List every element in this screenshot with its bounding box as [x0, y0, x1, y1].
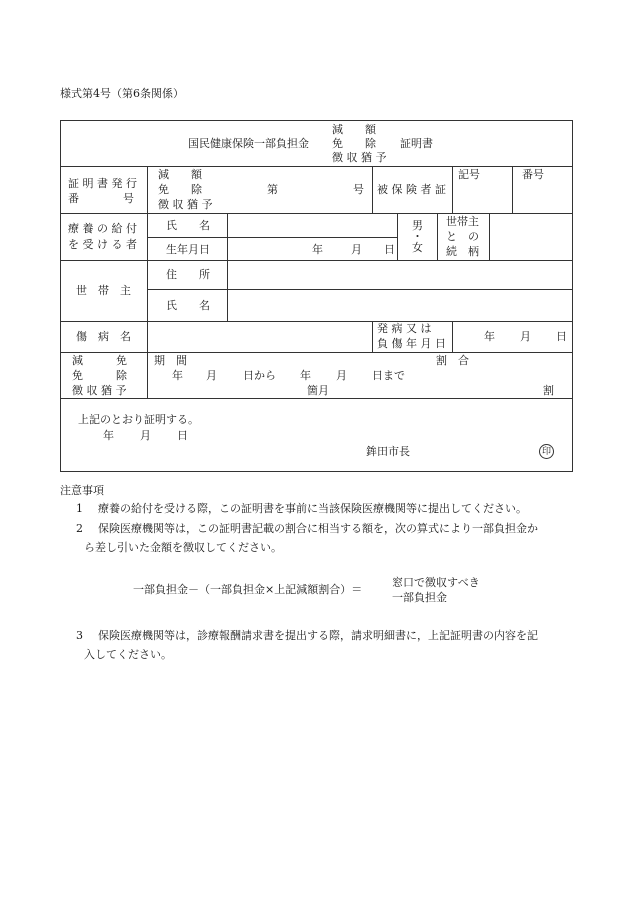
householder-address-label: 住 所: [166, 268, 210, 281]
note-2-text-1: 保険医療機関等は，この証明書記載の割合に相当する額を，次の算式により一部負担金か: [98, 522, 538, 535]
insured-symbol-label: 記号: [458, 168, 480, 181]
formula-right-2: 一部負担金: [392, 591, 447, 604]
ratio-wari: 割: [543, 384, 554, 397]
col-divider: [227, 213, 228, 321]
formula-right-1: 窓口で徴収すべき: [392, 576, 480, 589]
proof-day: 日: [177, 429, 188, 442]
period-months: 箇月: [307, 384, 329, 397]
cert-type-reduction: 減 額: [158, 168, 202, 181]
cert-type-exemption: 免 除: [158, 183, 202, 196]
onset-label-2: 負 傷 年 月 日: [377, 337, 446, 350]
row-divider: [60, 213, 573, 214]
cert-dai: 第: [267, 183, 278, 196]
col-divider: [489, 213, 490, 260]
title-exemption: 免 除: [332, 137, 376, 150]
col-divider: [147, 166, 148, 398]
note-3-text-1: 保険医療機関等は，診療報酬請求書を提出する際，請求明細書に，上記証明書の内容を記: [98, 629, 538, 642]
birth-year: 年: [312, 243, 323, 256]
col-divider: [372, 321, 373, 352]
recipient-label: 療 養 の 給 付: [68, 222, 137, 235]
cert-number-label-2: 番 号: [68, 192, 134, 205]
reduction-label-2: 免 除: [72, 369, 127, 382]
row-divider: [60, 352, 573, 353]
insured-number-label: 番号: [522, 168, 544, 181]
col-divider: [372, 166, 373, 213]
birth-day: 日: [384, 243, 395, 256]
cert-go: 号: [353, 183, 364, 196]
onset-label-1: 発 病 又 は: [377, 322, 432, 335]
recipient-label-2: を 受 け る 者: [68, 238, 137, 251]
col-divider: [437, 213, 438, 260]
note-3-text-2: 入してください。: [84, 648, 172, 661]
birth-month: 月: [351, 243, 362, 256]
col-divider: [397, 213, 398, 260]
notes-heading: 注意事項: [60, 484, 104, 497]
householder-name-label: 氏 名: [166, 299, 210, 312]
relationship-label-3: 続 柄: [446, 245, 479, 258]
note-1-number: 1: [76, 502, 83, 515]
note-3-number: 3: [76, 629, 83, 642]
row-divider: [60, 260, 573, 261]
row-divider: [60, 321, 573, 322]
col-divider: [512, 166, 513, 213]
cert-number-label: 証 明 書 発 行: [68, 177, 137, 190]
col-divider: [452, 321, 453, 352]
period-from-month: 月: [206, 369, 217, 382]
proof-statement: 上記のとおり証明する。: [78, 413, 199, 426]
note-2-text-2: ら差し引いた金額を徴収してください。: [84, 541, 282, 554]
period-from: 日から: [243, 369, 276, 382]
sex-male: 男: [412, 219, 423, 232]
relationship-label-2: と の: [446, 230, 479, 243]
period-until-year: 年: [300, 369, 311, 382]
period-until-month: 月: [336, 369, 347, 382]
proof-month: 月: [140, 429, 151, 442]
row-divider: [147, 289, 573, 290]
period-until: 日まで: [372, 369, 405, 382]
title-reduction: 減 額: [332, 123, 376, 136]
cert-type-deferral: 徴 収 猶 予: [158, 198, 213, 211]
onset-year: 年: [484, 330, 495, 343]
seal-mark: 印: [539, 444, 554, 459]
title-prefix: 国民健康保険一部負担金: [188, 137, 309, 150]
period-label: 期 間: [154, 354, 187, 367]
onset-day: 日: [556, 330, 567, 343]
relationship-label-1: 世帯主: [446, 215, 479, 228]
sex-female: 女: [412, 241, 423, 254]
row-divider: [147, 237, 397, 238]
recipient-birth-label: 生年月日: [166, 243, 210, 256]
note-1-text: 療養の給付を受ける際，この証明書を事前に当該保険医療機関等に提出してください。: [98, 502, 527, 515]
proof-year: 年: [103, 429, 114, 442]
sex-separator: ・: [412, 230, 423, 243]
ratio-label: 割 合: [436, 354, 469, 367]
col-divider: [452, 166, 453, 213]
reduction-label-1: 減 免: [72, 354, 127, 367]
householder-label: 世 帯 主: [76, 284, 131, 297]
note-2-number: 2: [76, 522, 83, 535]
form-number: 様式第4号（第6条関係）: [60, 87, 184, 100]
row-divider: [60, 166, 573, 167]
onset-month: 月: [520, 330, 531, 343]
period-from-year: 年: [172, 369, 183, 382]
mayor-title: 鉾田市長: [366, 445, 410, 458]
insured-card-label: 被 保 険 者 証: [377, 183, 446, 196]
injury-label: 傷 病 名: [76, 330, 131, 343]
recipient-name-label: 氏 名: [166, 219, 210, 232]
title-deferral: 徴 収 猶 予: [332, 151, 387, 164]
row-divider: [60, 398, 573, 399]
reduction-label-3: 徴 収 猶 予: [72, 384, 127, 397]
formula-left: 一部負担金－（一部負担金×上記減額割合）＝: [133, 583, 363, 596]
title-suffix: 証明書: [400, 137, 433, 150]
